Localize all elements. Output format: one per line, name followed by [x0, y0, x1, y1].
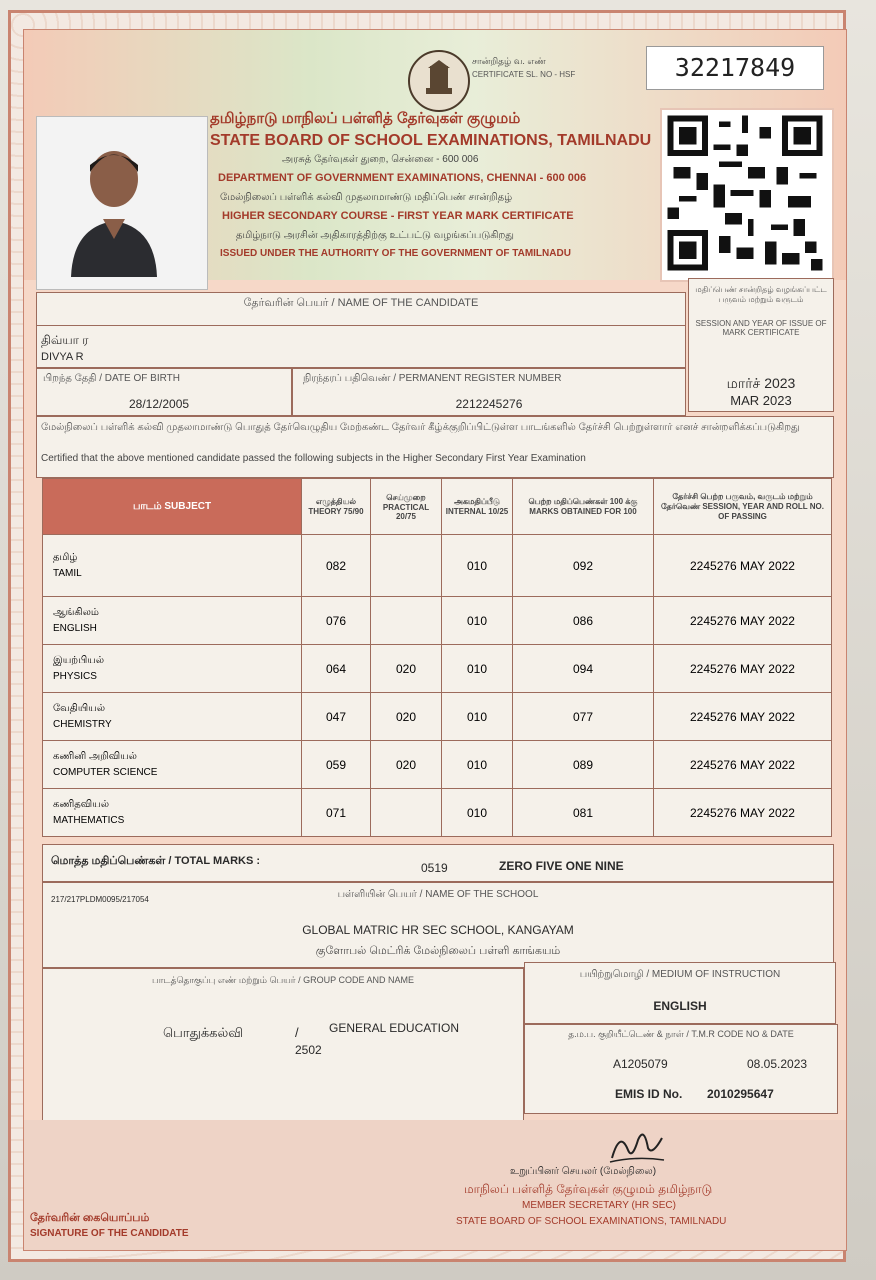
candidate-name-ta: திவ்யா ர — [41, 333, 89, 347]
theory-cell: 076 — [302, 597, 371, 645]
name-divider — [37, 325, 685, 326]
session-label-ta: மதிப்பெண் சான்றிதழ் வழங்கப்பட்ட பருவம் மற்றும் வருடம் — [695, 285, 827, 304]
medium-value: ENGLISH — [653, 999, 707, 1013]
certificate-body — [23, 29, 847, 1251]
reg-no-value: 2212245276 — [455, 397, 523, 411]
subject-name-ta: கணினி அறிவியல் — [53, 751, 137, 762]
emblem-seal-icon — [408, 50, 470, 112]
internal-cell: 010 — [442, 789, 513, 837]
marks-table — [42, 478, 832, 837]
emis-value: 2010295647 — [707, 1087, 774, 1101]
subject-name-en: COMPUTER SCIENCE — [53, 767, 158, 778]
subject-name-en: TAMIL — [53, 568, 82, 579]
subject-name-ta: தமிழ் — [53, 552, 78, 563]
table-row — [43, 535, 832, 597]
practical-cell: 020 — [371, 693, 442, 741]
subject-cell — [43, 535, 302, 597]
col-marks: பெற்ற மதிப்பெண்கள் 100 க்கு MARKS OBTAINED FOR 100 — [513, 479, 654, 535]
practical-cell — [371, 789, 442, 837]
total-words: ZERO FIVE ONE NINE — [499, 859, 624, 873]
table-row — [43, 597, 832, 645]
candidate-name-label: தேர்வரின் பெயர் / NAME OF THE CANDIDATE — [243, 297, 479, 309]
subject-name-ta: ஆங்கிலம் — [53, 607, 99, 618]
cert-no-label-ta: சான்றிதழ் வ. எண் — [472, 56, 546, 66]
internal-cell: 010 — [442, 535, 513, 597]
subject-name-en: ENGLISH — [53, 623, 97, 634]
total-cell: 086 — [513, 597, 654, 645]
signature-area — [24, 1120, 846, 1250]
table-row — [43, 645, 832, 693]
theory-cell: 071 — [302, 789, 371, 837]
col-session: தேர்ச்சி பெற்ற பருவம், வருடம் மற்றும் தேர்வெண் SESSION, YEAR AND ROLL NO. OF PASSING — [654, 479, 832, 535]
total-cell: 092 — [513, 535, 654, 597]
marks-body — [43, 535, 832, 837]
tmr-date: 08.05.2023 — [747, 1057, 808, 1071]
session-box — [688, 278, 834, 412]
course-en: HIGHER SECONDARY COURSE - FIRST YEAR MARK CERTIFICATE — [222, 210, 574, 222]
session-cell: 2245276 MAY 2022 — [654, 789, 832, 837]
total-cell: 089 — [513, 741, 654, 789]
subject-cell — [43, 693, 302, 741]
group-sep: / — [295, 1025, 299, 1040]
medium-label: பயிற்றுமொழி / MEDIUM OF INSTRUCTION — [579, 969, 781, 980]
certify-statement-box — [36, 416, 834, 478]
table-row — [43, 789, 832, 837]
signatory-title-en: MEMBER SECRETARY (HR SEC) — [522, 1200, 676, 1211]
practical-cell: 020 — [371, 645, 442, 693]
subject-name-ta: இயற்பியல் — [53, 655, 105, 666]
total-value: 0519 — [421, 861, 448, 875]
col-theory: எழுத்தியல் THEORY 75/90 — [302, 479, 371, 535]
practical-cell: 020 — [371, 741, 442, 789]
dob-box — [36, 368, 292, 416]
table-row — [43, 693, 832, 741]
school-name-en: GLOBAL MATRIC HR SEC SCHOOL, KANGAYAM — [302, 923, 574, 937]
course-ta: மேல்நிலைப் பள்ளிக் கல்வி முதலாமாண்டு மதிப்பெண் சான்றிதழ் — [220, 192, 513, 203]
theory-cell: 047 — [302, 693, 371, 741]
subject-name-ta: கணிதவியல் — [53, 799, 110, 810]
cert-no-label-en: CERTIFICATE SL. NO - HSF — [472, 70, 576, 79]
school-label: பள்ளியின் பெயர் / NAME OF THE SCHOOL — [337, 889, 539, 900]
theory-cell: 064 — [302, 645, 371, 693]
emis-label: EMIS ID No. — [615, 1087, 683, 1101]
subject-cell — [43, 645, 302, 693]
session-cell: 2245276 MAY 2022 — [654, 645, 832, 693]
group-box — [42, 968, 524, 1128]
group-name-en: GENERAL EDUCATION — [329, 1021, 460, 1035]
subject-cell — [43, 597, 302, 645]
dept-ta: அரசுத் தேர்வுகள் துறை, சென்னை - 600 006 — [282, 154, 479, 165]
total-label: மொத்த மதிப்பெண்கள் / TOTAL MARKS : — [51, 855, 261, 867]
session-cell: 2245276 MAY 2022 — [654, 597, 832, 645]
subject-name-en: MATHEMATICS — [53, 815, 125, 826]
signatory-org-ta: மாநிலப் பள்ளித் தேர்வுகள் குழுமம் தமிழ்நாடு — [464, 1182, 713, 1196]
dept-en: DEPARTMENT OF GOVERNMENT EXAMINATIONS, CHENNAI - 600 006 — [218, 172, 587, 184]
col-subject: பாடம் SUBJECT — [43, 479, 302, 535]
candidate-name-box — [36, 292, 686, 368]
session-cell: 2245276 MAY 2022 — [654, 741, 832, 789]
total-cell: 077 — [513, 693, 654, 741]
group-label: பாடத்தொகுப்பு எண் மற்றும் பெயர் / GROUP CODE AND NAME — [152, 975, 414, 985]
candidate-sign-en: SIGNATURE OF THE CANDIDATE — [30, 1228, 189, 1239]
tmr-label: த.ம.ப. குறியீட்டெண் & நாள் / T.M.R CODE NO & DATE — [568, 1029, 794, 1039]
reg-no-label: நிரந்தரப் பதிவெண் / PERMANENT REGISTER NUMBER — [303, 373, 562, 384]
candidate-sign-ta: தேர்வரின் கையொப்பம் — [30, 1212, 150, 1224]
serial-number: 32217849 — [646, 46, 824, 90]
tmr-box — [524, 1024, 838, 1114]
col-internal: அகமதிப்பீடு INTERNAL 10/25 — [442, 479, 513, 535]
group-code: 2502 — [295, 1043, 322, 1057]
internal-cell: 010 — [442, 597, 513, 645]
session-label-en: SESSION AND YEAR OF ISSUE OF MARK CERTIFICATE — [695, 319, 827, 337]
internal-cell: 010 — [442, 741, 513, 789]
board-title-en: STATE BOARD OF SCHOOL EXAMINATIONS, TAMILNADU — [210, 132, 652, 149]
subject-name-en: PHYSICS — [53, 671, 97, 682]
subject-cell — [43, 741, 302, 789]
certify-en: Certified that the above mentioned candidate passed the following subjects in the Higher Secondary First Year Examination — [41, 453, 586, 464]
certificate-sheet — [8, 10, 846, 1262]
col-practical: செய்முறை PRACTICAL 20/75 — [371, 479, 442, 535]
candidate-photo — [36, 116, 208, 290]
session-value-en: MAR 2023 — [730, 393, 792, 408]
theory-cell: 059 — [302, 741, 371, 789]
board-title-ta: தமிழ்நாடு மாநிலப் பள்ளித் தேர்வுகள் குழுமம் — [210, 110, 521, 127]
dob-label: பிறந்த தேதி / DATE OF BIRTH — [43, 373, 180, 384]
session-cell: 2245276 MAY 2022 — [654, 535, 832, 597]
school-name-ta: குளோபல் மெட்ரிக் மேல்நிலைப் பள்ளி காங்கயம் — [315, 945, 561, 957]
session-value-ta: மார்ச் 2023 — [726, 375, 796, 391]
auth-en: ISSUED UNDER THE AUTHORITY OF THE GOVERNMENT OF TAMILNADU — [220, 248, 571, 259]
dob-value: 28/12/2005 — [129, 397, 190, 411]
table-row — [43, 741, 832, 789]
school-box — [42, 882, 834, 968]
theory-cell: 082 — [302, 535, 371, 597]
reg-no-box — [292, 368, 686, 416]
certify-ta: மேல்நிலைப் பள்ளிக் கல்வி முதலாமாண்டு பொதுத் தேர்வெழுதிய மேற்கண்ட தேர்வர் கீழ்க்குறிப்பிட்டுள்ள பாடங்களில் தேர்ச்சி பெற்றுள்ளார் எனச் சான்றளிக்கப்படுகிறது — [41, 422, 800, 433]
signatory-org-en: STATE BOARD OF SCHOOL EXAMINATIONS, TAMILNADU — [456, 1216, 727, 1227]
candidate-name-en: DIVYA R — [41, 351, 84, 363]
subject-name-ta: வேதியியல் — [53, 703, 106, 714]
signatory-name: உறுப்பினர் செயலர் (மேல்நிலை) — [510, 1166, 657, 1177]
practical-cell — [371, 597, 442, 645]
tmr-code: A1205079 — [613, 1057, 668, 1071]
session-cell: 2245276 MAY 2022 — [654, 693, 832, 741]
internal-cell: 010 — [442, 645, 513, 693]
group-name-ta: பொதுக்கல்வி — [163, 1025, 244, 1040]
school-code: 217/217PLDM0095/217054 — [51, 895, 149, 904]
total-cell: 081 — [513, 789, 654, 837]
total-cell: 094 — [513, 645, 654, 693]
practical-cell — [371, 535, 442, 597]
auth-ta: தமிழ்நாடு அரசின் அதிகாரத்திற்கு உட்பட்டு வழங்கப்படுகிறது — [236, 230, 514, 241]
qr-code-icon — [660, 108, 834, 282]
subject-name-en: CHEMISTRY — [53, 719, 112, 730]
total-box — [42, 844, 834, 882]
internal-cell: 010 — [442, 693, 513, 741]
subject-cell — [43, 789, 302, 837]
medium-box — [524, 962, 836, 1024]
